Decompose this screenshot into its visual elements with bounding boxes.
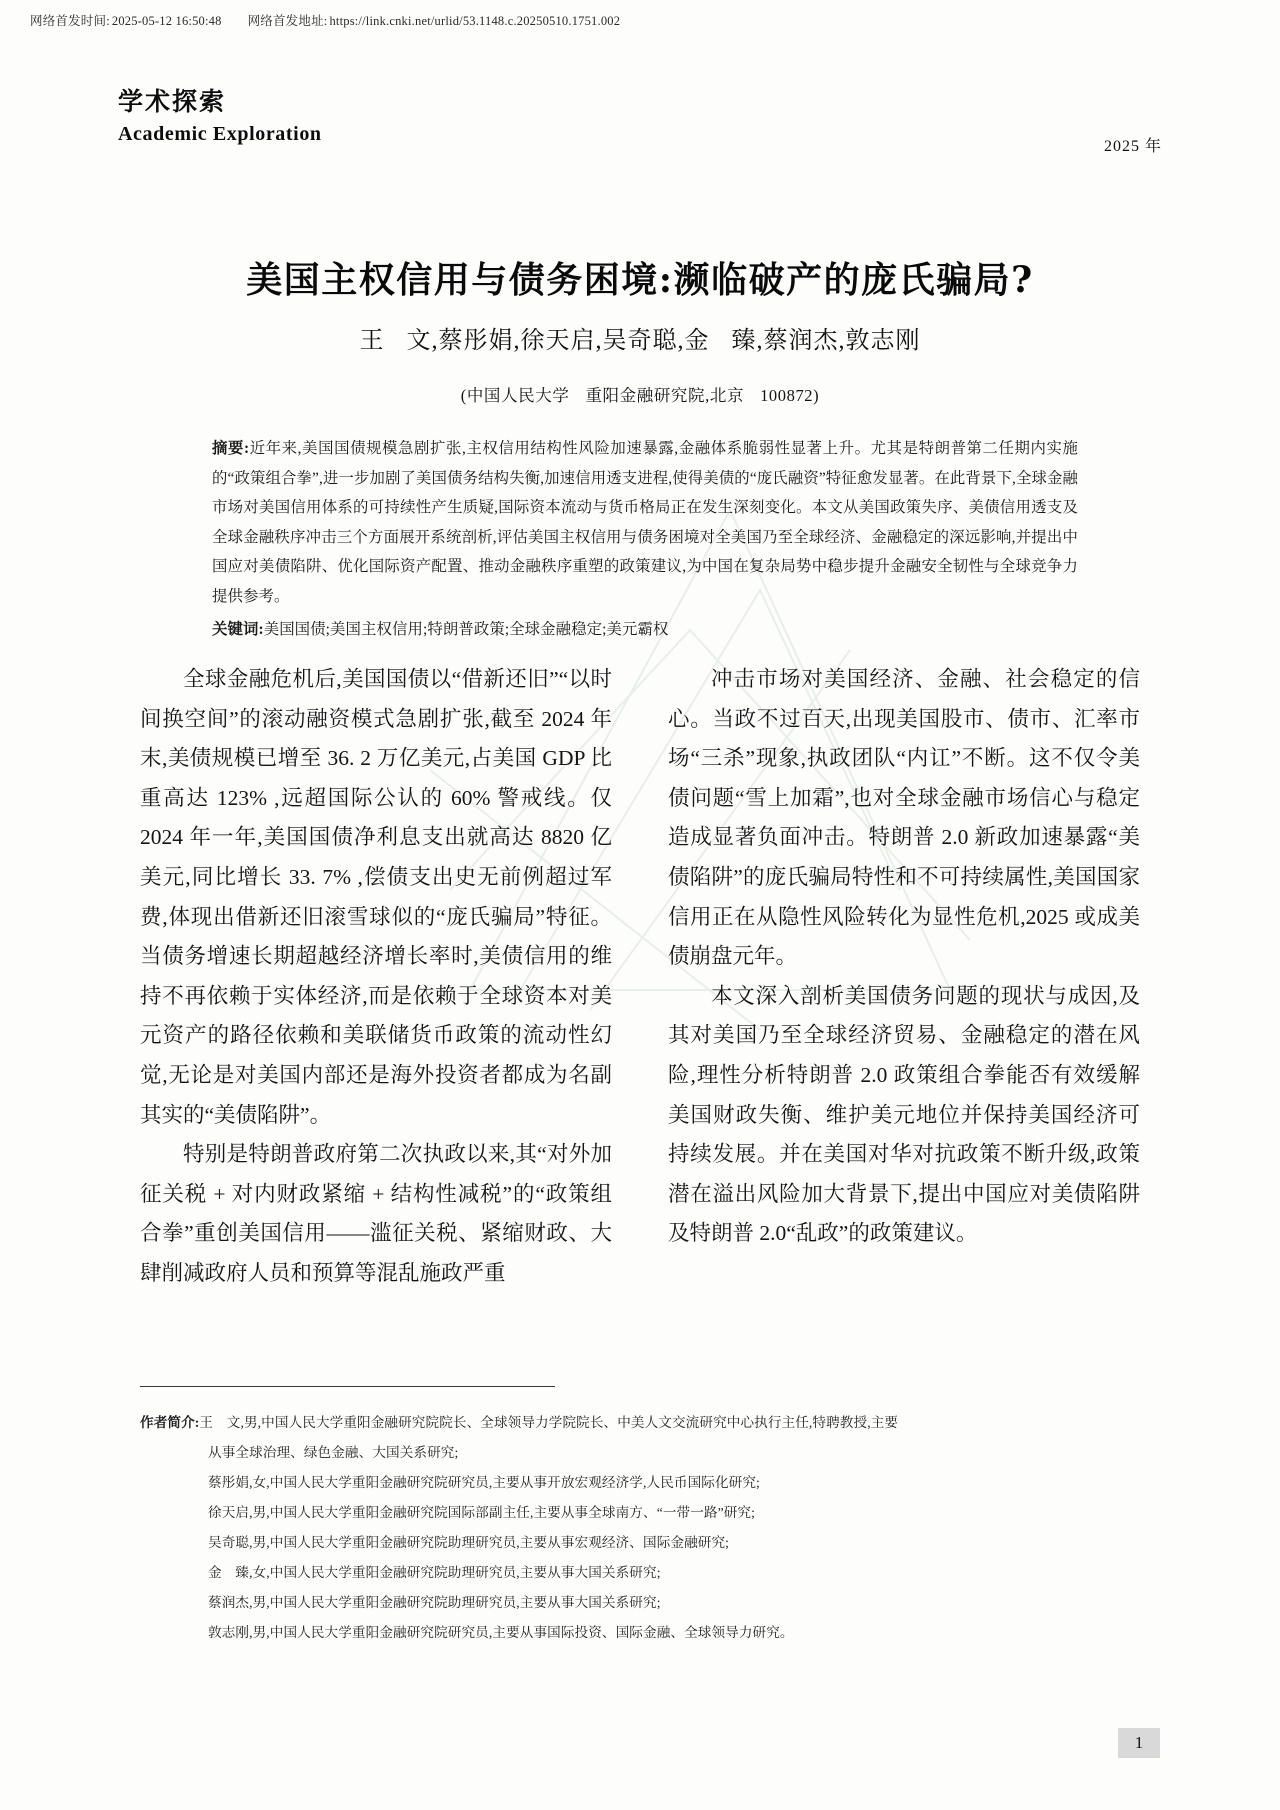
author-names-last: 臻,蔡润杰,敦志刚	[731, 328, 921, 354]
bio-row	[140, 1588, 1100, 1618]
bio-text: 吴奇聪,男,中国人民大学重阳金融研究院助理研究员,主要从事宏观经济、国际金融研究;	[208, 1535, 730, 1550]
bio-row	[140, 1618, 1100, 1648]
issue-year: 2025 年	[1103, 138, 1162, 155]
journal-masthead	[118, 88, 1162, 160]
publish-url-value[interactable]: https://link.cnki.net/urlid/53.1148.c.20250510.1751.002	[329, 14, 621, 28]
bio-text: 王 文,男,中国人民大学重阳金融研究院院长、全球领导力学院院长、中美人文交流研究中心执行主任,特聘教授,主要	[199, 1415, 899, 1430]
bio-row	[140, 1558, 1100, 1588]
author-name-first: 王	[359, 328, 385, 354]
author-affiliation	[0, 382, 1280, 406]
affiliation-institute: 重阳金融研究院,北京	[585, 386, 745, 405]
body-paragraph: 全球金融危机后,美国国债以“借新还旧”“以时间换空间”的滚动融资模式急剧扩张,截至 2024 年末,美债规模已增至 36. 2 万亿美元,占美国 GDP 比重高达 123% ,远超国际公认的 60% 警戒线。仅 2024 年一年,美国国债净利息支出就高达 8820 亿美元,同比增长 33. 7% ,偿债支出史无前例超过军费,体现出借新还旧滚雪球似的“庞氏骗局”特征。当债务增速长期超越经济增长率时,美债信用的维持不再依赖于实体经济,而是依赖于全球资本对美元资产的路径依赖和美联储货币政策的流动性幻觉,无论是对美国内部还是海外投资者都成为名副其实的“美债陷阱”。	[140, 667, 612, 1127]
bio-text: 敦志刚,男,中国人民大学重阳金融研究院研究员,主要从事国际投资、国际金融、全球领导力研究。	[208, 1625, 794, 1640]
body-paragraph: 特别是特朗普政府第二次执政以来,其“对外加征关税 + 对内财政紧缩 + 结构性减税”的“政策组合拳”重创美国信用——滥征关税、紧缩财政、大肆削减政府人员和预算等混乱施政严重	[140, 1142, 612, 1285]
author-bios-label: 作者简介:	[140, 1415, 200, 1430]
article-authors	[0, 320, 1280, 355]
publish-url	[248, 11, 621, 29]
bio-text: 金 臻,女,中国人民大学重阳金融研究院助理研究员,主要从事大国关系研究;	[208, 1565, 661, 1580]
publish-time-label: 网络首发时间:	[30, 14, 110, 28]
journal-title-cn: 学术探索	[118, 87, 227, 116]
bio-text: 蔡润杰,男,中国人民大学重阳金融研究院助理研究员,主要从事大国关系研究;	[208, 1595, 661, 1610]
bio-row	[140, 1408, 1100, 1438]
abstract-label: 摘要:	[212, 440, 250, 457]
publish-url-label: 网络首发地址:	[247, 14, 328, 28]
bio-text: 徐天启,男,中国人民大学重阳金融研究院国际部副主任,主要从事全球南方、“一带一路”研究;	[208, 1505, 755, 1520]
article-body	[140, 660, 1140, 1285]
page-number: 1	[1118, 1728, 1160, 1758]
keywords-label: 关键词:	[212, 621, 264, 638]
keywords-paragraph	[212, 615, 1078, 645]
bio-row	[140, 1468, 1100, 1498]
abstract-paragraph	[212, 434, 1078, 611]
affiliation-university: (中国人民大学	[460, 386, 570, 405]
body-column-right	[668, 660, 1140, 1246]
bio-row	[140, 1498, 1100, 1528]
abstract-block	[212, 434, 1078, 645]
publish-time	[30, 11, 222, 29]
bio-row	[140, 1528, 1100, 1558]
bio-row	[140, 1438, 1100, 1468]
journal-title-en: Academic Exploration	[118, 122, 322, 145]
affiliation-postcode: 100872)	[760, 386, 820, 405]
body-paragraph: 冲击市场对美国经济、金融、社会稳定的信心。当政不过百天,出现美国股市、债市、汇率市场“三杀”现象,执政团队“内讧”不断。这不仅令美债问题“雪上加霜”,也对全球金融市场信心与稳定造成显著负面冲击。特朗普 2.0 新政加速暴露“美债陷阱”的庞氏骗局特性和不可持续属性,美国国家信用正在从隐性风险转化为显性危机,2025 或成美债崩盘元年。	[668, 667, 1140, 969]
publish-time-value: 2025-05-12 16:50:48	[111, 14, 222, 28]
footnote-divider	[140, 1386, 555, 1387]
body-paragraph: 本文深入剖析美国债务问题的现状与成因,及其对美国乃至全球经济贸易、金融稳定的潜在风险,理性分析特朗普 2.0 政策组合拳能否有效缓解美国财政失衡、维护美元地位并保持美国经济可持续发展。并在美国对华对抗政策不断升级,政策潜在溢出风险加大背景下,提出中国应对美债陷阱及特朗普 2.0“乱政”的政策建议。	[668, 983, 1140, 1246]
article-title: 美国主权信用与债务困境:濒临破产的庞氏骗局?	[246, 259, 1034, 302]
bio-text: 从事全球治理、绿色金融、大国关系研究;	[208, 1445, 459, 1460]
body-column-left	[140, 660, 612, 1285]
keywords-text: 美国国债;美国主权信用;特朗普政策;全球金融稳定;美元霸权	[263, 621, 669, 638]
author-biographies	[140, 1408, 1100, 1648]
cnki-first-publication-strip	[30, 9, 1250, 31]
bio-text: 蔡彤娟,女,中国人民大学重阳金融研究院研究员,主要从事开放宏观经济学,人民币国际化研究;	[208, 1475, 760, 1490]
abstract-text: 近年来,美国国债规模急剧扩张,主权信用结构性风险加速暴露,金融体系脆弱性显著上升。尤其是特朗普第二任期内实施的“政策组合拳”,进一步加剧了美国债务结构失衡,加速信用透支进程,使得美债的“庞氏融资”特征愈发显著。在此背景下,全球金融市场对美国信用体系的可持续性产生质疑,国际资本流动与货币格局正在发生深刻变化。本文从美国政策失序、美债信用透支及全球金融秩序冲击三个方面展开系统剖析,评估美国主权信用与债务困境对全美国乃至全球经济、金融稳定的深远影响,并提出中国应对美债陷阱、优化国际资产配置、推动金融秩序重塑的政策建议,为中国在复杂局势中稳步提升金融安全韧性与全球竞争力提供参考。	[212, 440, 1078, 605]
author-names-middle: 文,蔡彤娟,徐天启,吴奇聪,金	[406, 328, 710, 354]
